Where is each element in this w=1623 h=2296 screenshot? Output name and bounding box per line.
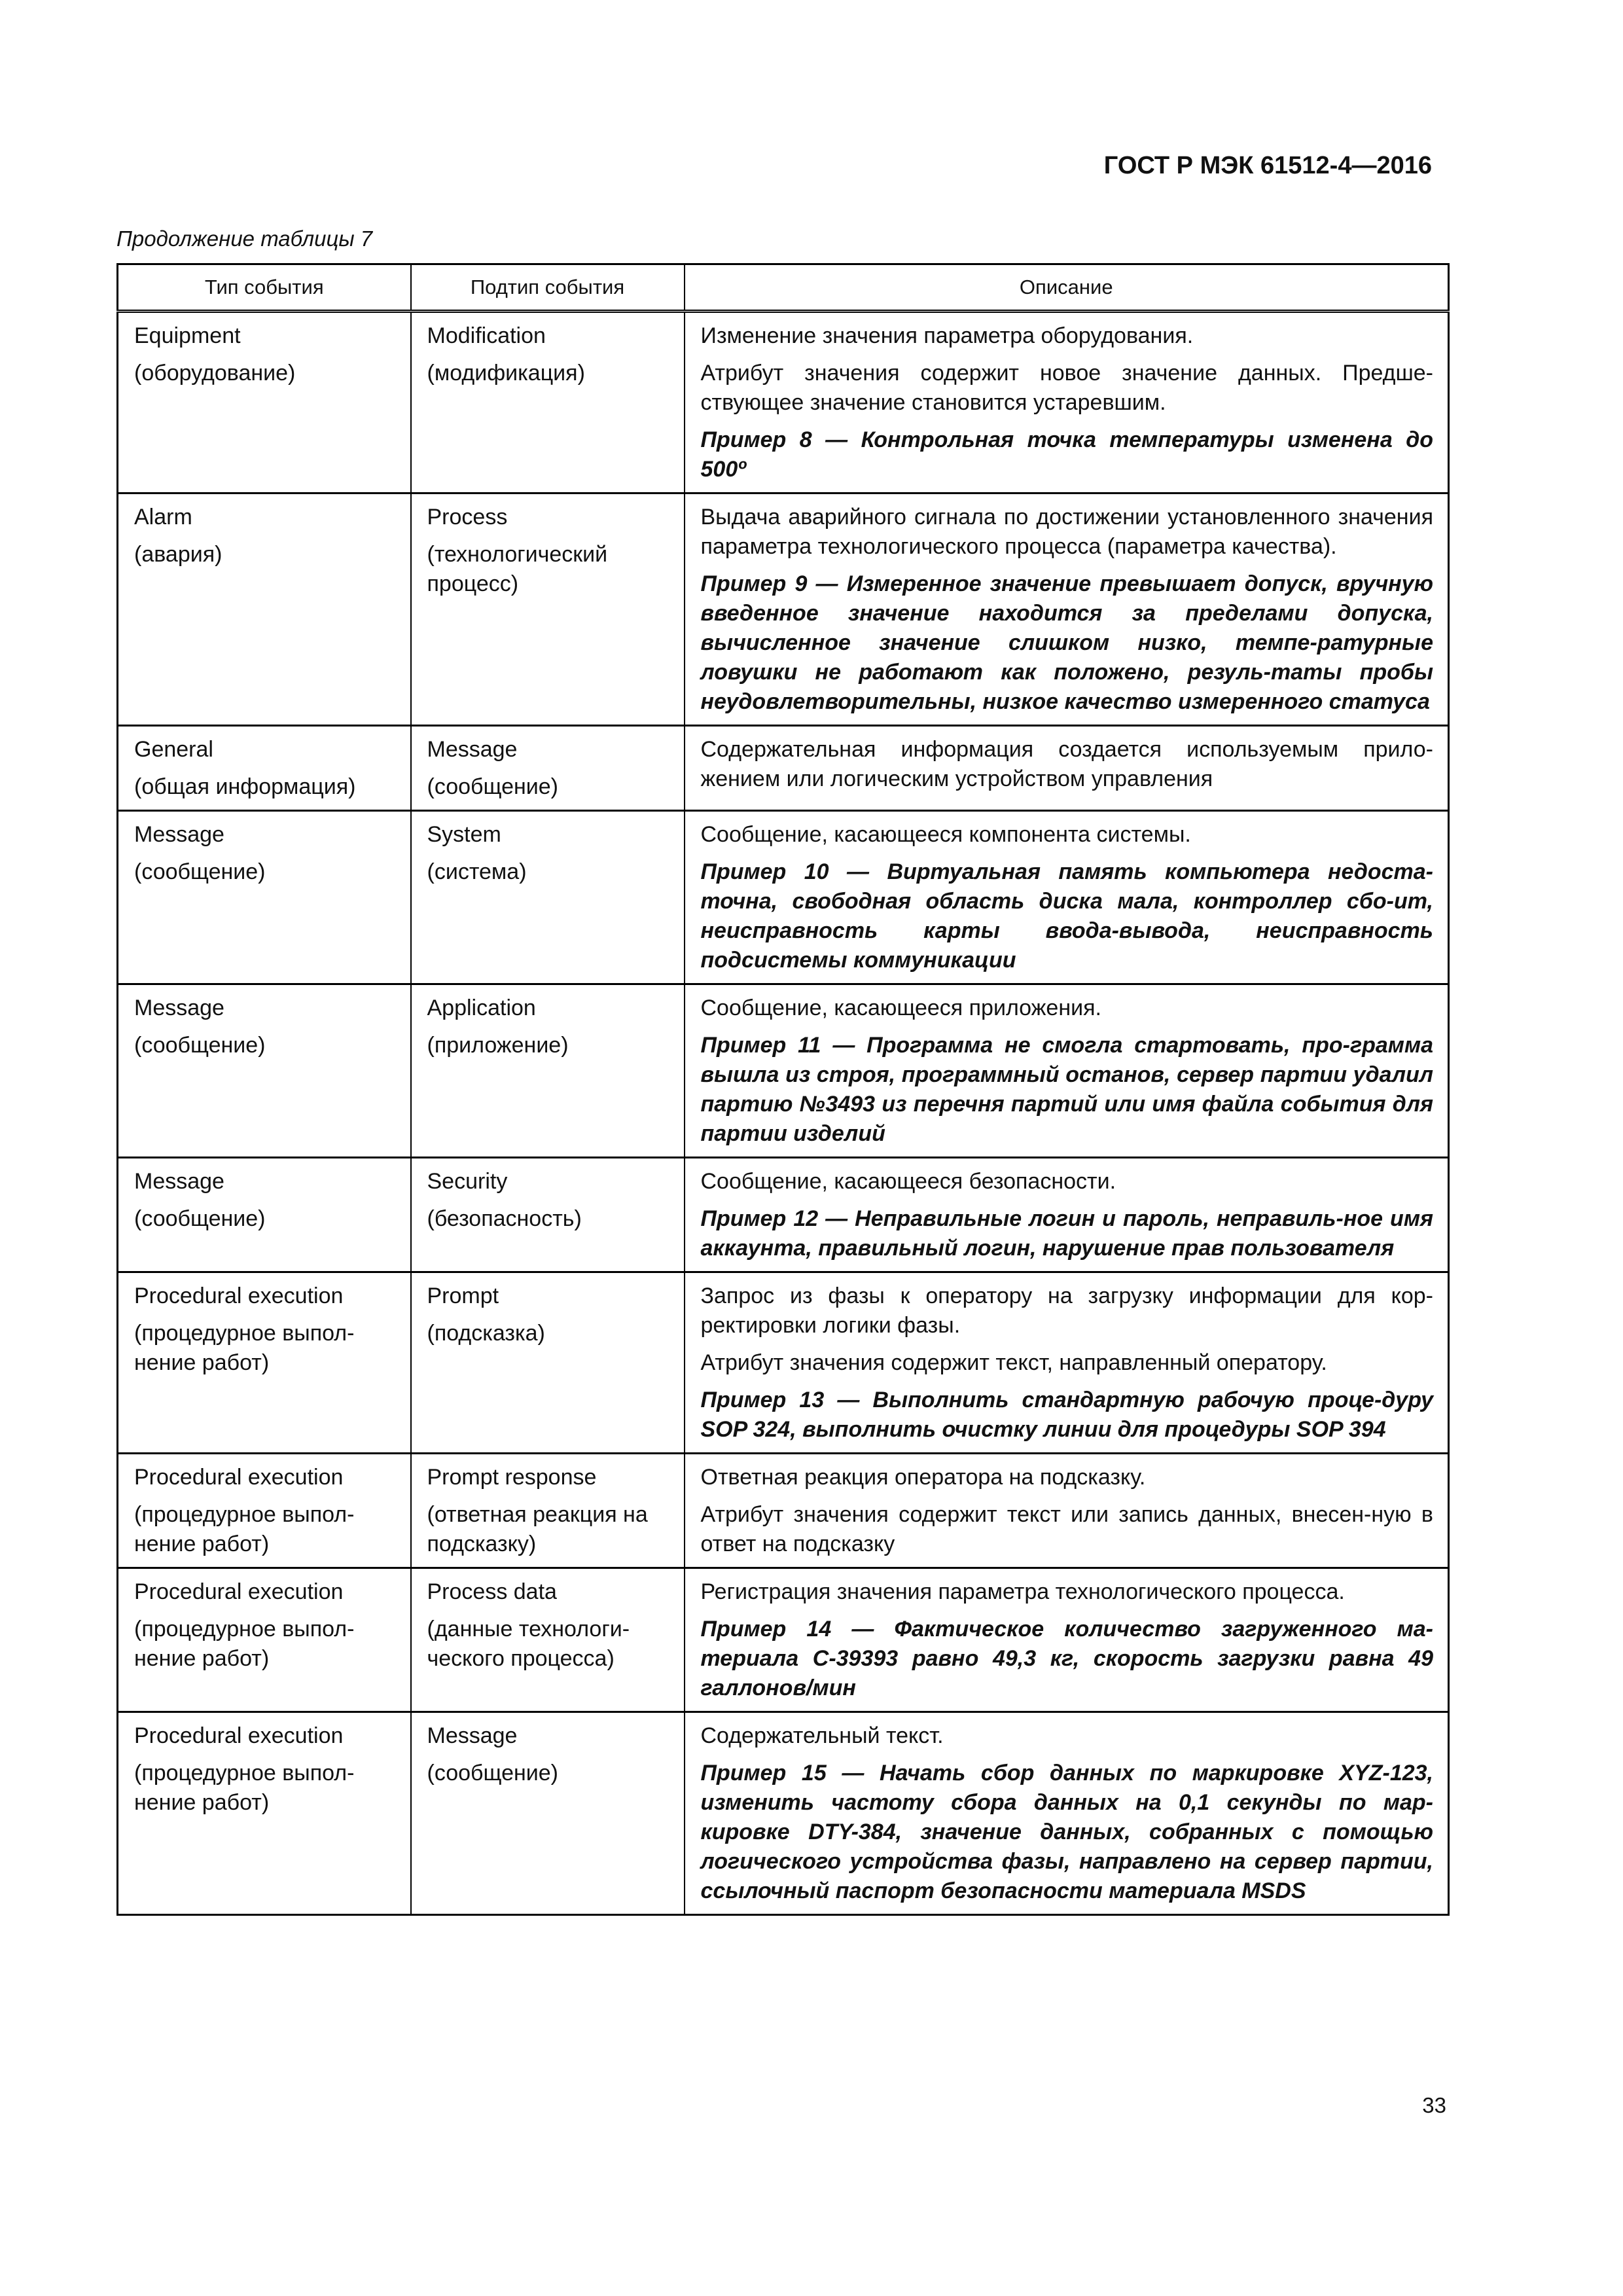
- example-text: Пример 14 — Фактическое количество загруженного ма-териала С-39393 равно 49,3 кг, скорость загрузки равна 49 галлонов/мин: [700, 1617, 1433, 1700]
- table-row: [118, 493, 1449, 726]
- event-type-translation: (процедурное выпол-нение работ): [134, 1321, 355, 1375]
- event-type-translation: (оборудование): [134, 361, 296, 386]
- table-body: [118, 312, 1449, 1915]
- event-subtype-translation: (сообщение): [427, 1761, 558, 1785]
- column-header-event-subtype: Подтип события: [411, 264, 685, 312]
- column-header-description: Описание: [685, 264, 1449, 312]
- description-cell: [685, 493, 1449, 726]
- description-text: Запрос из фазы к оператору на загрузку информации для кор-ректировки логики фазы.: [700, 1283, 1433, 1338]
- event-subtype-cell: [411, 811, 685, 984]
- document-id-header: ГОСТ Р МЭК 61512-4—2016: [1103, 152, 1432, 179]
- description-text: Сообщение, касающееся приложения.: [700, 996, 1101, 1020]
- event-subtype-name: Prompt: [427, 1283, 499, 1308]
- example-text: Пример 12 — Неправильные логин и пароль, неправиль-ное имя аккаунта, правильный логин, нарушение прав пользователя: [700, 1206, 1433, 1261]
- event-type-cell: [118, 1568, 411, 1712]
- event-subtype-name: System: [427, 822, 501, 847]
- event-subtype-cell: [411, 1454, 685, 1568]
- event-type-cell: [118, 1272, 411, 1454]
- event-type-translation: (сообщение): [134, 1033, 266, 1058]
- description-cell: [685, 1568, 1449, 1712]
- table-row: [118, 1568, 1449, 1712]
- table-row: [118, 1158, 1449, 1272]
- description-cell: [685, 1272, 1449, 1454]
- description-text: Атрибут значения содержит новое значение данных. Предше-ствующее значение становится устаревшим.: [700, 361, 1433, 415]
- description-text: Изменение значения параметра оборудования.: [700, 323, 1194, 348]
- event-type-name: Procedural execution: [134, 1579, 344, 1604]
- event-subtype-translation: (подсказка): [427, 1321, 545, 1346]
- description-text: Сообщение, касающееся безопасности.: [700, 1169, 1116, 1194]
- event-type-cell: [118, 1158, 411, 1272]
- event-type-name: General: [134, 737, 213, 762]
- event-subtype-cell: [411, 312, 685, 493]
- table-continuation-caption: Продолжение таблицы 7: [116, 226, 373, 251]
- table-header-row: [118, 264, 1449, 312]
- description-text: Атрибут значения содержит текст, направленный оператору.: [700, 1350, 1327, 1375]
- column-header-event-type: Тип события: [118, 264, 411, 312]
- event-subtype-translation: (сообщение): [427, 774, 558, 799]
- event-type-translation: (сообщение): [134, 859, 266, 884]
- table-row: [118, 811, 1449, 984]
- event-type-name: Procedural execution: [134, 1723, 344, 1748]
- event-subtype-cell: [411, 726, 685, 811]
- event-type-translation: (процедурное выпол-нение работ): [134, 1617, 355, 1671]
- event-subtype-translation: (система): [427, 859, 527, 884]
- example-text: Пример 9 — Измеренное значение превышает допуск, вручную введенное значение находится за пределами допуска, вычисленное значение слишком низко, темпе-ратурные ловушки не работают как положено, резуль-таты пробы неудовлетворительны, низкое качество измеренного статуса: [700, 571, 1433, 714]
- description-cell: [685, 1454, 1449, 1568]
- event-subtype-translation: (модификация): [427, 361, 585, 386]
- event-subtype-cell: [411, 1568, 685, 1712]
- description-text: Атрибут значения содержит текст или запись данных, внесен-ную в ответ на подсказку: [700, 1502, 1433, 1556]
- event-subtype-name: Application: [427, 996, 536, 1020]
- event-type-translation: (авария): [134, 542, 223, 567]
- description-cell: [685, 984, 1449, 1158]
- event-type-name: Procedural execution: [134, 1283, 344, 1308]
- event-type-cell: [118, 493, 411, 726]
- description-cell: [685, 1712, 1449, 1915]
- event-subtype-translation: (данные технологи-ческого процесса): [427, 1617, 630, 1671]
- table-row: [118, 1712, 1449, 1915]
- description-text: Регистрация значения параметра технологического процесса.: [700, 1579, 1345, 1604]
- event-type-name: Message: [134, 822, 224, 847]
- description-text: Выдача аварийного сигнала по достижении установленного значения параметра технологического процесса (параметра качества).: [700, 505, 1433, 559]
- table-row: [118, 312, 1449, 493]
- table-row: [118, 726, 1449, 811]
- description-cell: [685, 1158, 1449, 1272]
- event-type-translation: (процедурное выпол-нение работ): [134, 1502, 355, 1556]
- event-subtype-translation: (безопасность): [427, 1206, 582, 1231]
- event-type-translation: (общая информация): [134, 774, 356, 799]
- description-cell: [685, 726, 1449, 811]
- example-text: Пример 10 — Виртуальная память компьютера недоста-точна, свободная область диска мала, контроллер сбо-ит, неисправность карты ввода-вывода, неисправность подсистемы коммуникации: [700, 859, 1433, 973]
- event-subtype-name: Message: [427, 737, 518, 762]
- event-subtype-name: Modification: [427, 323, 546, 348]
- event-subtype-cell: [411, 984, 685, 1158]
- event-type-translation: (процедурное выпол-нение работ): [134, 1761, 355, 1815]
- event-subtype-name: Process: [427, 505, 508, 529]
- page-number: 33: [1422, 2093, 1446, 2117]
- event-subtype-cell: [411, 1712, 685, 1915]
- description-text: Сообщение, касающееся компонента системы.: [700, 822, 1191, 847]
- description-text: Ответная реакция оператора на подсказку.: [700, 1465, 1146, 1490]
- description-text: Содержательная информация создается используемым прило-жением или логическим устройством управления: [700, 737, 1433, 791]
- event-subtype-cell: [411, 1272, 685, 1454]
- example-text: Пример 11 — Программа не смогла стартовать, про-грамма вышла из строя, программный останов, сервер партии удалил партию №3493 из перечня партий или имя файла события для партии изделий: [700, 1033, 1433, 1146]
- event-type-name: Equipment: [134, 323, 241, 348]
- event-types-table: [116, 263, 1450, 1916]
- event-type-cell: [118, 1454, 411, 1568]
- description-cell: [685, 811, 1449, 984]
- event-subtype-cell: [411, 1158, 685, 1272]
- example-text: Пример 13 — Выполнить стандартную рабочую проце-дуру SOP 324, выполнить очистку линии для процедуры SOP 394: [700, 1388, 1433, 1442]
- event-type-cell: [118, 984, 411, 1158]
- example-text: Пример 15 — Начать сбор данных по маркировке XYZ-123, изменить частоту сбора данных на 0,1 секунды по мар-кировке DTY-384, значение данных, собранных с помощью логического устройства фазы, направлено на сервер партии, ссылочный паспорт безопасности материала MSDS: [700, 1761, 1433, 1903]
- table-row: [118, 1272, 1449, 1454]
- event-type-name: Message: [134, 996, 224, 1020]
- table-row: [118, 1454, 1449, 1568]
- event-type-cell: [118, 312, 411, 493]
- event-subtype-name: Security: [427, 1169, 508, 1194]
- event-type-name: Procedural execution: [134, 1465, 344, 1490]
- event-subtype-name: Process data: [427, 1579, 557, 1604]
- event-type-name: Alarm: [134, 505, 192, 529]
- event-subtype-name: Message: [427, 1723, 518, 1748]
- event-type-cell: [118, 811, 411, 984]
- table-row: [118, 984, 1449, 1158]
- event-subtype-name: Prompt response: [427, 1465, 597, 1490]
- example-text: Пример 8 — Контрольная точка температуры изменена до 500º: [700, 427, 1433, 482]
- event-subtype-cell: [411, 493, 685, 726]
- event-type-name: Message: [134, 1169, 224, 1194]
- event-type-cell: [118, 1712, 411, 1915]
- event-subtype-translation: (технологический процесс): [427, 542, 608, 596]
- description-text: Содержательный текст.: [700, 1723, 944, 1748]
- description-cell: [685, 312, 1449, 493]
- event-subtype-translation: (приложение): [427, 1033, 569, 1058]
- event-type-translation: (сообщение): [134, 1206, 266, 1231]
- event-type-cell: [118, 726, 411, 811]
- event-subtype-translation: (ответная реакция на подсказку): [427, 1502, 648, 1556]
